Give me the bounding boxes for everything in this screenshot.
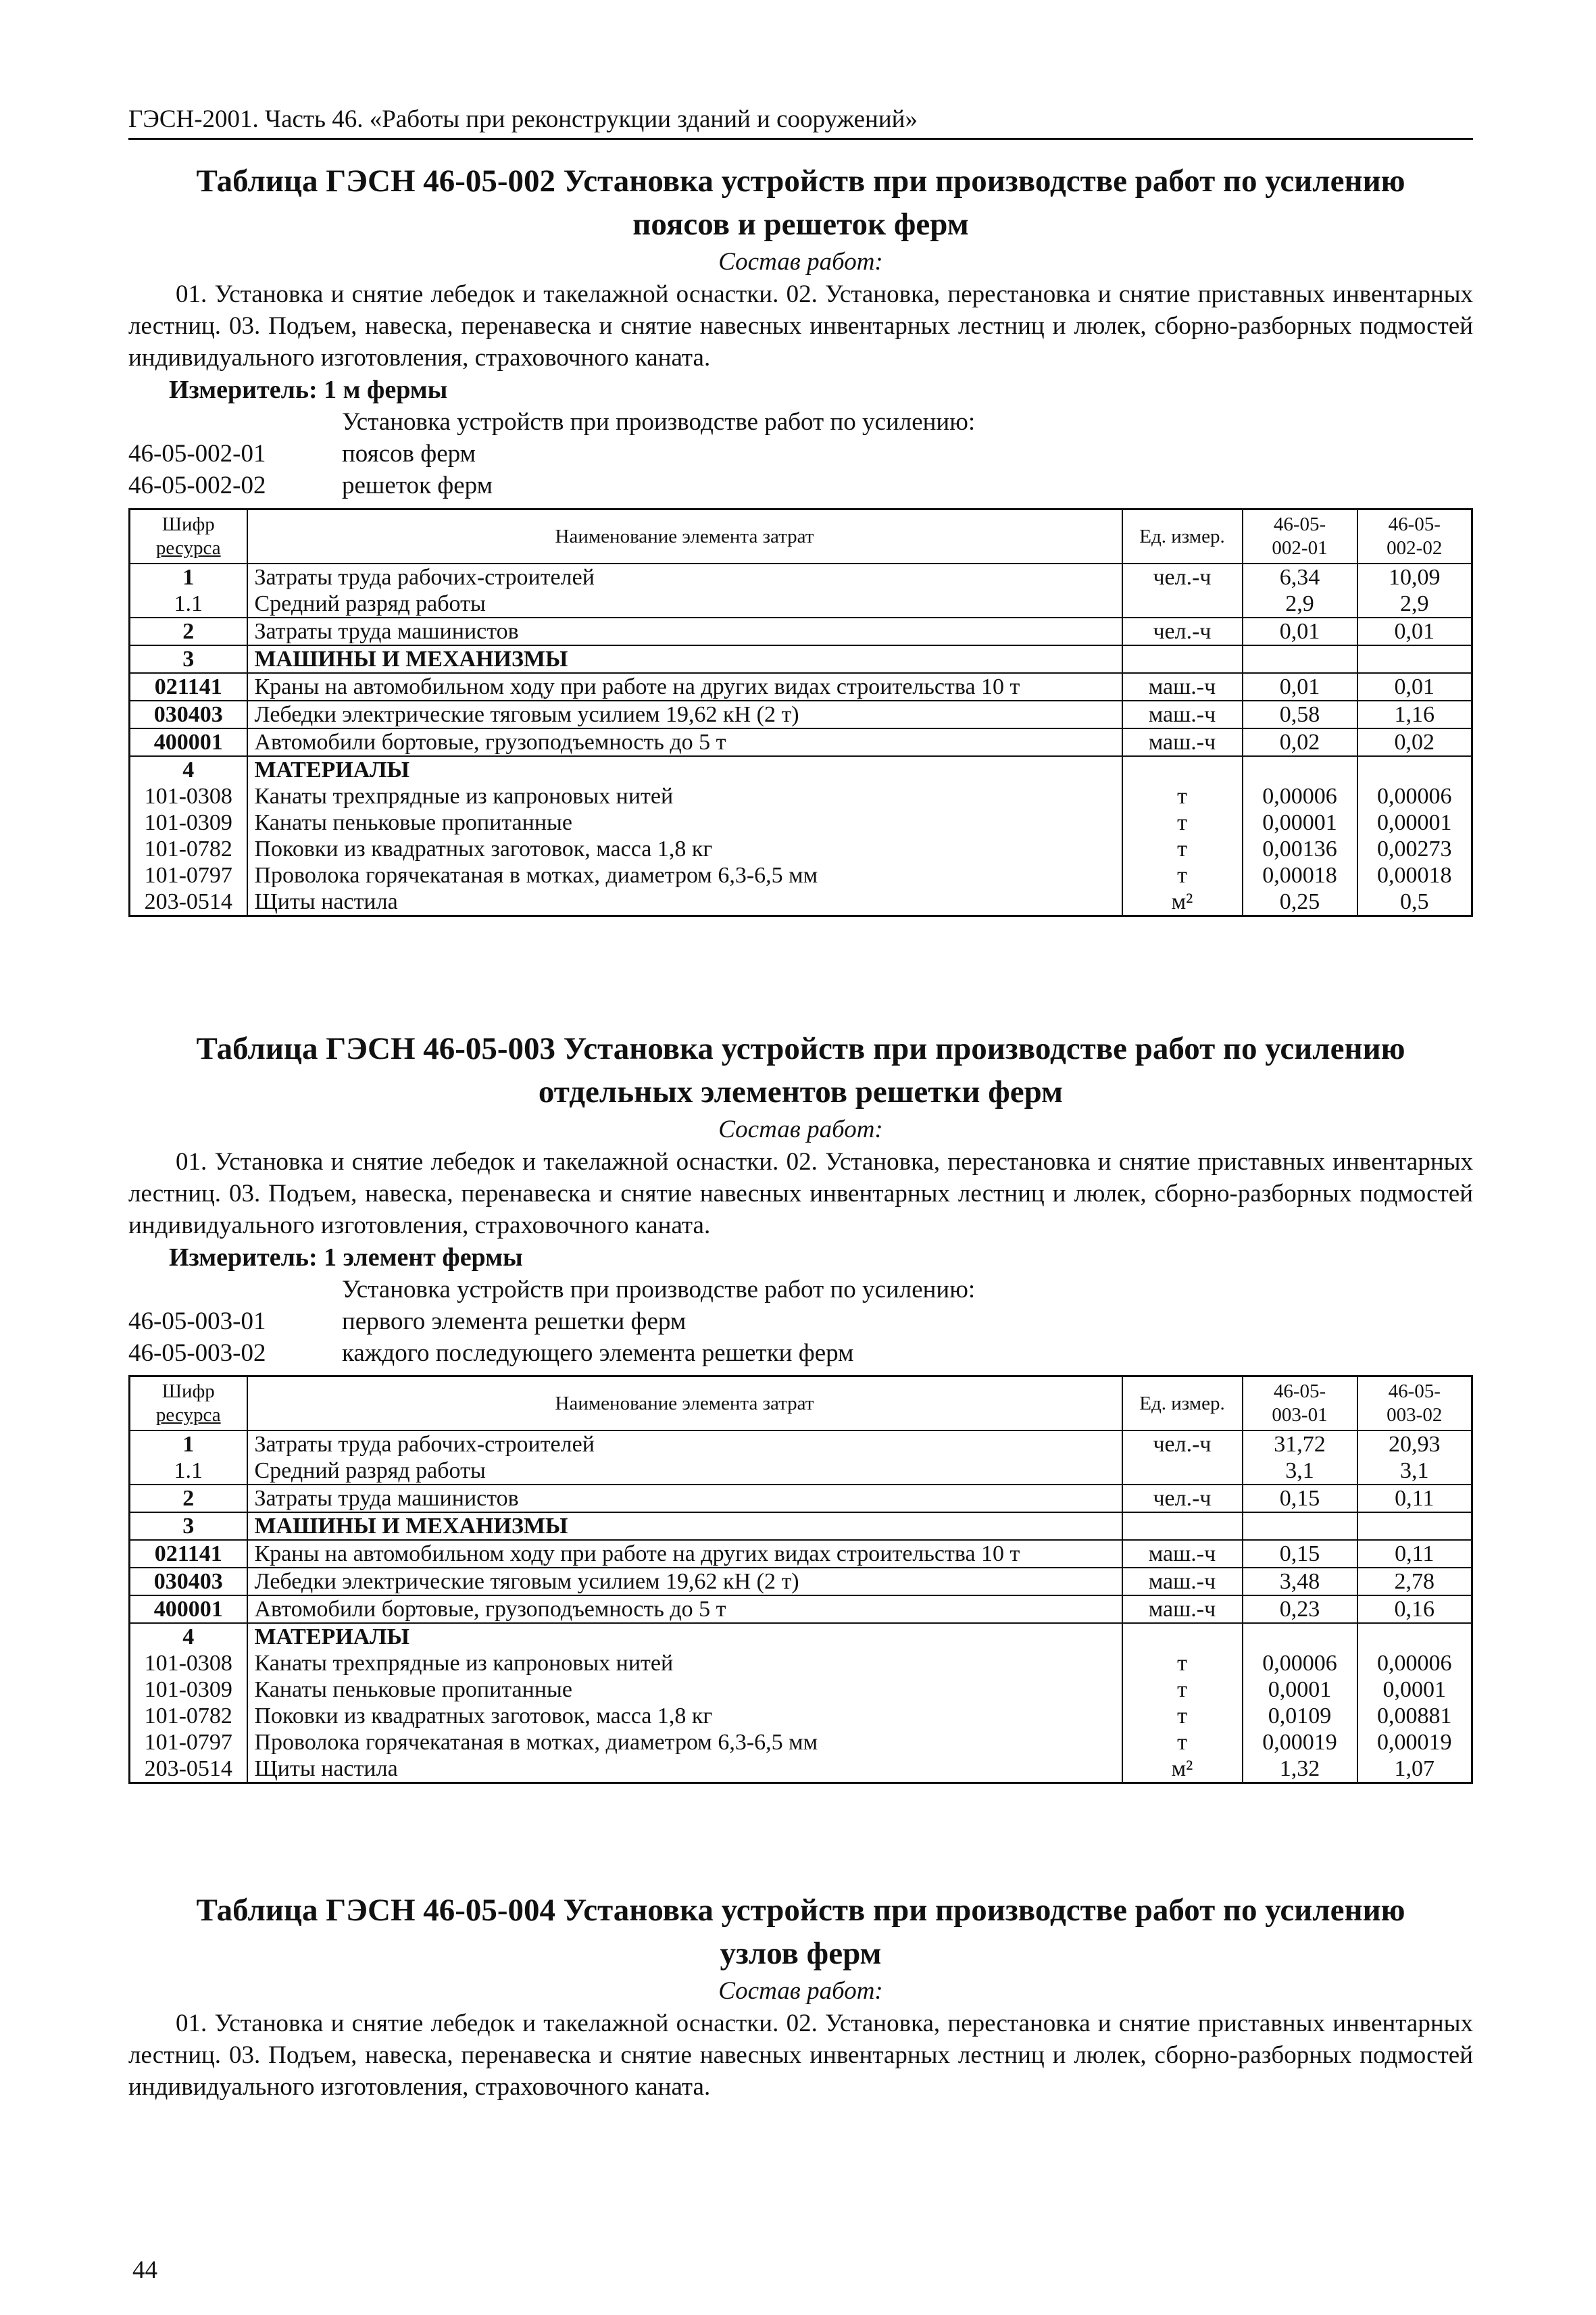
resource-code: 203-0514: [130, 1756, 247, 1783]
resource-unit: [1122, 1458, 1243, 1485]
value-variant-2: 3,1: [1357, 1458, 1472, 1485]
variant-code: 46-05-003-01: [128, 1308, 266, 1335]
value-variant-1: 0,15: [1243, 1485, 1357, 1512]
composition-heading: Состав работ:: [718, 1977, 883, 2005]
table-title: Таблица ГЭСН 46-05-004 Установка устройств при производстве работ по усилению узлов ферм: [196, 1893, 1405, 1971]
resource-code: 2: [130, 618, 247, 645]
resource-code: 3: [130, 645, 247, 673]
resource-table: [128, 1375, 1473, 1784]
header-line: 003-02: [1387, 1404, 1443, 1426]
variant-text: решеток ферм: [342, 472, 493, 499]
page-header: ГЭСН-2001. Часть 46. «Работы при реконструкции зданий и сооружений»: [128, 103, 1473, 140]
variant-code: 46-05-002-02: [128, 472, 266, 499]
resource-unit: маш.-ч: [1122, 1568, 1243, 1595]
resource-code: 203-0514: [130, 889, 247, 916]
header-line: 002-01: [1272, 537, 1328, 559]
value-variant-1: 1,32: [1243, 1756, 1357, 1783]
value-variant-2: 0,00006: [1357, 1650, 1472, 1676]
resource-unit: т: [1122, 836, 1243, 862]
table-row: [130, 1650, 1472, 1676]
resource-name: Проволока горячекатаная в мотках, диаметром 6,3-6,5 мм: [247, 862, 1122, 889]
header-line: 002-02: [1387, 537, 1443, 559]
header-line: 003-01: [1272, 1404, 1328, 1426]
resource-code: 101-0797: [130, 1729, 247, 1756]
value-variant-2: 0,02: [1357, 728, 1472, 756]
header-line: Шифр: [161, 1380, 215, 1402]
value-variant-2: 0,01: [1357, 673, 1472, 701]
composition-heading: Состав работ:: [718, 1116, 883, 1143]
table-title: Таблица ГЭСН 46-05-002 Установка устройств при производстве работ по усилению поясов и решеток ферм: [196, 164, 1405, 242]
resource-unit: чел.-ч: [1122, 1485, 1243, 1512]
column-header-code: [130, 509, 247, 564]
table-row: [130, 1458, 1472, 1485]
value-variant-2: 1,16: [1357, 701, 1472, 728]
table-group-row: [130, 1512, 1472, 1540]
resource-code: 030403: [130, 1568, 247, 1595]
value-variant-2: 0,01: [1357, 618, 1472, 645]
resource-name: Затраты труда машинистов: [247, 618, 1122, 645]
value-variant-1: 0,0001: [1243, 1676, 1357, 1703]
column-header-variant-1: [1243, 1376, 1357, 1431]
table-row: [130, 889, 1472, 916]
value-variant-2: [1357, 756, 1472, 783]
resource-code: 1.1: [130, 591, 247, 618]
resource-name: МАТЕРИАЛЫ: [247, 1623, 1122, 1650]
table-title: Таблица ГЭСН 46-05-003 Установка устройств при производстве работ по усилению отдельных элементов решетки ферм: [196, 1031, 1405, 1110]
value-variant-1: 0,00006: [1243, 783, 1357, 810]
table-group-row: [130, 564, 1472, 591]
resource-code: 101-0308: [130, 783, 247, 810]
value-variant-1: 0,01: [1243, 673, 1357, 701]
value-variant-1: [1243, 645, 1357, 673]
variant-row: [128, 1305, 1473, 1337]
column-header-code: [130, 1376, 247, 1431]
value-variant-1: 0,00136: [1243, 836, 1357, 862]
resource-unit: т: [1122, 862, 1243, 889]
table-row: [130, 591, 1472, 618]
variants-intro: Установка устройств при производстве работ по усилению:: [342, 408, 976, 436]
resource-code: 400001: [130, 728, 247, 756]
value-variant-1: 31,72: [1243, 1430, 1357, 1458]
variant-code: 46-05-002-01: [128, 440, 266, 468]
resource-unit: т: [1122, 1703, 1243, 1729]
resource-unit: м²: [1122, 889, 1243, 916]
value-variant-1: 0,23: [1243, 1595, 1357, 1623]
resource-name: Краны на автомобильном ходу при работе на других видах строительства 10 т: [247, 1540, 1122, 1568]
value-variant-1: 0,00006: [1243, 1650, 1357, 1676]
resource-code: 101-0782: [130, 1703, 247, 1729]
value-variant-1: 3,48: [1243, 1568, 1357, 1595]
value-variant-2: 0,5: [1357, 889, 1472, 916]
header-line: 46-05-: [1273, 514, 1326, 535]
resource-unit: маш.-ч: [1122, 673, 1243, 701]
value-variant-1: 0,00001: [1243, 810, 1357, 836]
value-variant-1: [1243, 1623, 1357, 1650]
header-line: 46-05-: [1388, 1380, 1441, 1402]
table-group-row: [130, 1540, 1472, 1568]
section-46-05-004: [128, 1889, 1473, 2103]
value-variant-1: 0,02: [1243, 728, 1357, 756]
resource-unit: [1122, 1623, 1243, 1650]
resource-code: 021141: [130, 673, 247, 701]
value-variant-1: 0,00018: [1243, 862, 1357, 889]
header-line: 46-05-: [1273, 1380, 1326, 1402]
resource-unit: т: [1122, 810, 1243, 836]
variant-text: первого элемента решетки ферм: [342, 1308, 687, 1335]
resource-name: МАТЕРИАЛЫ: [247, 756, 1122, 783]
table-group-row: [130, 673, 1472, 701]
resource-unit: м²: [1122, 1756, 1243, 1783]
resource-name: Краны на автомобильном ходу при работе на других видах строительства 10 т: [247, 673, 1122, 701]
column-header-variant-1: [1243, 509, 1357, 564]
column-header-unit: Ед. измер.: [1122, 1376, 1243, 1431]
value-variant-2: [1357, 1512, 1472, 1540]
header-line: ресурса: [155, 1404, 221, 1426]
value-variant-1: 0,15: [1243, 1540, 1357, 1568]
value-variant-2: 0,00018: [1357, 862, 1472, 889]
value-variant-1: 3,1: [1243, 1458, 1357, 1485]
resource-unit: чел.-ч: [1122, 1430, 1243, 1458]
composition-text: 01. Установка и снятие лебедок и такелажной оснастки. 02. Установка, перестановка и снятие приставных инвентарных лестниц. 03. Подъем, навеска, перенавеска и снятие навесных инвентарных лестниц и люлек, сборно-разборных подмостей индивидуального изготовления, страховочного каната.: [128, 1148, 1473, 1239]
table-group-row: [130, 1485, 1472, 1512]
value-variant-1: 0,01: [1243, 618, 1357, 645]
value-variant-2: 2,78: [1357, 1568, 1472, 1595]
resource-code: 101-0797: [130, 862, 247, 889]
resource-name: Канаты пеньковые пропитанные: [247, 1676, 1122, 1703]
table-header-row: [130, 1376, 1472, 1431]
measure-unit: Измеритель: 1 м фермы: [169, 376, 448, 404]
resource-name: Автомобили бортовые, грузоподъемность до 5 т: [247, 1595, 1122, 1623]
composition-text: 01. Установка и снятие лебедок и такелажной оснастки. 02. Установка, перестановка и снятие приставных инвентарных лестниц. 03. Подъем, навеска, перенавеска и снятие навесных инвентарных лестниц и люлек, сборно-разборных подмостей индивидуального изготовления, страховочного каната.: [128, 280, 1473, 372]
resource-name: Автомобили бортовые, грузоподъемность до 5 т: [247, 728, 1122, 756]
table-row: [130, 862, 1472, 889]
resource-name: МАШИНЫ И МЕХАНИЗМЫ: [247, 645, 1122, 673]
resource-unit: маш.-ч: [1122, 728, 1243, 756]
resource-name: Затраты труда рабочих-строителей: [247, 564, 1122, 591]
table-group-row: [130, 756, 1472, 783]
resource-code: 021141: [130, 1540, 247, 1568]
table-group-row: [130, 618, 1472, 645]
resource-code: 4: [130, 1623, 247, 1650]
column-header-name: Наименование элемента затрат: [247, 1376, 1122, 1431]
measure-unit: Измеритель: 1 элемент фермы: [169, 1243, 523, 1272]
resource-name: Затраты труда машинистов: [247, 1485, 1122, 1512]
resource-code: 030403: [130, 701, 247, 728]
value-variant-2: 0,00019: [1357, 1729, 1472, 1756]
value-variant-2: [1357, 1623, 1472, 1650]
table-row: [130, 1676, 1472, 1703]
resource-code: 1: [130, 564, 247, 591]
resource-name: Проволока горячекатаная в мотках, диаметром 6,3-6,5 мм: [247, 1729, 1122, 1756]
resource-unit: чел.-ч: [1122, 564, 1243, 591]
value-variant-2: 0,0001: [1357, 1676, 1472, 1703]
table-row: [130, 1729, 1472, 1756]
value-variant-2: 0,11: [1357, 1540, 1472, 1568]
value-variant-2: 0,00006: [1357, 783, 1472, 810]
value-variant-2: 1,07: [1357, 1756, 1472, 1783]
variants-intro: Установка устройств при производстве работ по усилению:: [342, 1276, 976, 1303]
table-group-row: [130, 1595, 1472, 1623]
value-variant-1: [1243, 756, 1357, 783]
resource-name: Канаты пеньковые пропитанные: [247, 810, 1122, 836]
resource-unit: маш.-ч: [1122, 701, 1243, 728]
resource-unit: чел.-ч: [1122, 618, 1243, 645]
resource-unit: [1122, 1512, 1243, 1540]
resource-name: Затраты труда рабочих-строителей: [247, 1430, 1122, 1458]
value-variant-2: 0,00001: [1357, 810, 1472, 836]
resource-code: 1: [130, 1430, 247, 1458]
resource-unit: т: [1122, 783, 1243, 810]
value-variant-1: 0,58: [1243, 701, 1357, 728]
composition-text: 01. Установка и снятие лебедок и такелажной оснастки. 02. Установка, перестановка и снятие приставных инвентарных лестниц. 03. Подъем, навеска, перенавеска и снятие навесных инвентарных лестниц и люлек, сборно-разборных подмостей индивидуального изготовления, страховочного каната.: [128, 2010, 1473, 2101]
resource-unit: [1122, 645, 1243, 673]
resource-name: МАШИНЫ И МЕХАНИЗМЫ: [247, 1512, 1122, 1540]
resource-name: Канаты трехпрядные из капроновых нитей: [247, 783, 1122, 810]
header-line: ресурса: [155, 537, 221, 559]
page-number: 44: [132, 2256, 157, 2284]
table-group-row: [130, 645, 1472, 673]
value-variant-2: [1357, 645, 1472, 673]
value-variant-2: 0,00881: [1357, 1703, 1472, 1729]
value-variant-1: 2,9: [1243, 591, 1357, 618]
resource-code: 101-0309: [130, 810, 247, 836]
value-variant-1: 0,00019: [1243, 1729, 1357, 1756]
table-group-row: [130, 1623, 1472, 1650]
variant-row: [128, 1337, 1473, 1369]
resource-name: Канаты трехпрядные из капроновых нитей: [247, 1650, 1122, 1676]
value-variant-2: 0,11: [1357, 1485, 1472, 1512]
variant-code: 46-05-003-02: [128, 1339, 266, 1367]
column-header-variant-2: [1357, 509, 1472, 564]
resource-name: Средний разряд работы: [247, 1458, 1122, 1485]
resource-unit: т: [1122, 1729, 1243, 1756]
column-header-unit: Ед. измер.: [1122, 509, 1243, 564]
table-row: [130, 836, 1472, 862]
column-header-variant-2: [1357, 1376, 1472, 1431]
value-variant-1: [1243, 1512, 1357, 1540]
resource-code: 2: [130, 1485, 247, 1512]
variant-row: [128, 470, 1473, 501]
variant-row: [128, 438, 1473, 470]
value-variant-1: 0,0109: [1243, 1703, 1357, 1729]
table-group-row: [130, 701, 1472, 728]
resource-code: 400001: [130, 1595, 247, 1623]
resource-code: 101-0782: [130, 836, 247, 862]
resource-unit: [1122, 591, 1243, 618]
section-46-05-003: [128, 1027, 1473, 1369]
resource-name: Поковки из квадратных заготовок, масса 1,8 кг: [247, 1703, 1122, 1729]
header-line: Шифр: [161, 514, 215, 535]
resource-unit: маш.-ч: [1122, 1540, 1243, 1568]
resource-name: Лебедки электрические тяговым усилием 19,62 кН (2 т): [247, 701, 1122, 728]
composition-heading: Состав работ:: [718, 248, 883, 276]
resource-name: Лебедки электрические тяговым усилием 19,62 кН (2 т): [247, 1568, 1122, 1595]
value-variant-1: 0,25: [1243, 889, 1357, 916]
resource-code: 101-0309: [130, 1676, 247, 1703]
value-variant-2: 20,93: [1357, 1430, 1472, 1458]
resource-table: [128, 508, 1473, 917]
table-group-row: [130, 728, 1472, 756]
resource-unit: маш.-ч: [1122, 1595, 1243, 1623]
resource-name: Щиты настила: [247, 1756, 1122, 1783]
table-header-row: [130, 509, 1472, 564]
table-row: [130, 810, 1472, 836]
section-46-05-002: [128, 159, 1473, 501]
header-line: 46-05-: [1388, 514, 1441, 535]
value-variant-2: 2,9: [1357, 591, 1472, 618]
value-variant-2: 0,00273: [1357, 836, 1472, 862]
table-row: [130, 1703, 1472, 1729]
resource-code: 101-0308: [130, 1650, 247, 1676]
value-variant-1: 6,34: [1243, 564, 1357, 591]
resource-code: 3: [130, 1512, 247, 1540]
value-variant-2: 10,09: [1357, 564, 1472, 591]
column-header-name: Наименование элемента затрат: [247, 509, 1122, 564]
resource-name: Щиты настила: [247, 889, 1122, 916]
variant-text: поясов ферм: [342, 440, 476, 468]
resource-unit: т: [1122, 1676, 1243, 1703]
table-row: [130, 783, 1472, 810]
resource-unit: [1122, 756, 1243, 783]
resource-name: Средний разряд работы: [247, 591, 1122, 618]
table-row: [130, 1756, 1472, 1783]
table-group-row: [130, 1568, 1472, 1595]
resource-name: Поковки из квадратных заготовок, масса 1,8 кг: [247, 836, 1122, 862]
resource-unit: т: [1122, 1650, 1243, 1676]
value-variant-2: 0,16: [1357, 1595, 1472, 1623]
resource-code: 1.1: [130, 1458, 247, 1485]
variant-text: каждого последующего элемента решетки ферм: [342, 1339, 854, 1367]
resource-code: 4: [130, 756, 247, 783]
table-group-row: [130, 1430, 1472, 1458]
